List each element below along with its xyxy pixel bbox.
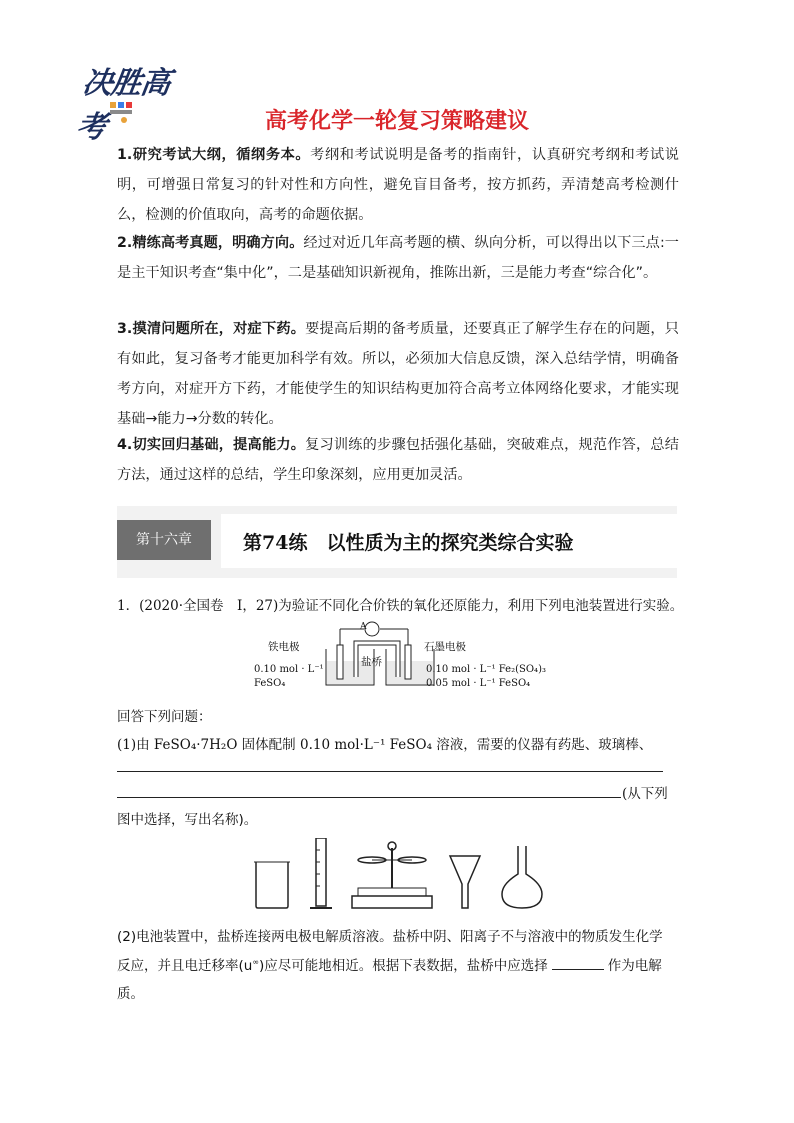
right-solution-line2: 0.05 mol · L⁻¹ FeSO₄ xyxy=(426,678,531,689)
part-2-line-2b: )应尽可能地相近。根据下表数据，盐桥中应选择 xyxy=(259,958,548,974)
volumetric-flask-icon xyxy=(502,846,542,908)
banner-title-box xyxy=(221,514,677,568)
tip-3 xyxy=(117,314,679,434)
question-1-intro: 1．(2020·全国卷 Ⅰ，27)为验证不同化合价铁的氧化还原能力，利用下列电池装置进行实验。 xyxy=(117,598,684,614)
answer-blank-1[interactable] xyxy=(117,771,663,772)
instruments-row xyxy=(248,838,568,918)
tip-1-lead: 1.研究考试大纲，循纲务本。 xyxy=(117,147,311,163)
tip-1 xyxy=(117,140,679,230)
tip-2 xyxy=(117,228,679,288)
answer-prompt: 回答下列问题： xyxy=(117,709,212,725)
part-2-line-2a: 反应，并且电迁移率(u xyxy=(117,958,253,974)
beaker-icon xyxy=(254,862,290,908)
tip-4 xyxy=(117,430,679,490)
part-2-line-2c: 作为电解 xyxy=(607,958,662,974)
right-electrode-label: 石墨电极 xyxy=(424,641,466,653)
part-1-tail: (从下列 xyxy=(622,786,668,802)
tip-4-lead: 4.切实回归基础，提高能力。 xyxy=(117,437,306,453)
part-2-line-1: (2)电池装置中，盐桥连接两电极电解质溶液。盐桥中阴、阳离子不与溶液中的物质发生化学 xyxy=(117,929,663,945)
ammeter-label: A xyxy=(360,622,367,632)
logo-text: 决胜高考 xyxy=(73,66,173,145)
left-solution-name: FeSO₄ xyxy=(254,678,286,689)
chapter-label: 第十六章 xyxy=(117,520,211,560)
part-1-end: 图中选择，写出名称)。 xyxy=(117,812,258,828)
answer-blank-2[interactable] xyxy=(117,797,621,798)
electrolyte-answer-blank[interactable] xyxy=(552,957,604,970)
tip-3-body: 要提高后期的备考质量，还要真正了解学生存在的问题，只有如此，复习备考才能更加科学有效。所以，必须加大信息反馈，深入总结学情，明确备考方向，对症开方下药，才能使学生的知识结构更加符合高考立体网络化要求，才能实现基础→能力→分数的转化。 xyxy=(117,321,679,427)
tip-4-body: 复习训练的步骤包括强化基础，突破难点，规范作答，总结方法，通过这样的总结，学生印象深刻，应用更加灵活。 xyxy=(117,437,679,483)
balance-icon xyxy=(352,842,432,908)
part-2-line-3: 质。 xyxy=(117,986,144,1002)
part-1-text: (1)由 FeSO₄·7H₂O 固体配制 0.10 mol·L⁻¹ FeSO₄ 溶液，需要的仪器有药匙、玻璃棒、 xyxy=(117,737,653,753)
right-solution-line1: 0.10 mol · L⁻¹ Fe₂(SO₄)₃ xyxy=(426,664,546,675)
part-2-line-2-sup: ∞ xyxy=(252,957,259,967)
chapter-banner xyxy=(117,506,677,578)
graduated-cylinder-icon xyxy=(310,838,332,908)
tip-1-body: 考纲和考试说明是备考的指南针，认真研究考纲和考试说明，可增强日常复习的针对性和方向性，避免盲目备考，按方抓药，弄清楚高考检测什么，检测的价值取向，高考的命题依据。 xyxy=(117,147,679,223)
left-solution-conc: 0.10 mol · L⁻¹ xyxy=(254,664,324,675)
tip-3-lead: 3.摸清问题所在，对症下药。 xyxy=(117,321,306,337)
salt-bridge-label: 盐桥 xyxy=(361,656,382,668)
banner-title: 第74练 以性质为主的探究类综合实验 xyxy=(243,532,574,554)
part-2-line-2 xyxy=(117,954,662,974)
left-electrode-label: 铁电极 xyxy=(268,641,300,653)
tip-2-lead: 2.精练高考真题，明确方向。 xyxy=(117,235,304,251)
page-title: 高考化学一轮复习策略建议 xyxy=(264,109,529,134)
tip-2-body: 经过对近几年高考题的横、纵向分析，可以得出以下三点:一是主干知识考查“集中化”，二是基础知识新视角，推陈出新，三是能力考查“综合化”。 xyxy=(117,235,679,281)
funnel-icon xyxy=(450,856,480,908)
